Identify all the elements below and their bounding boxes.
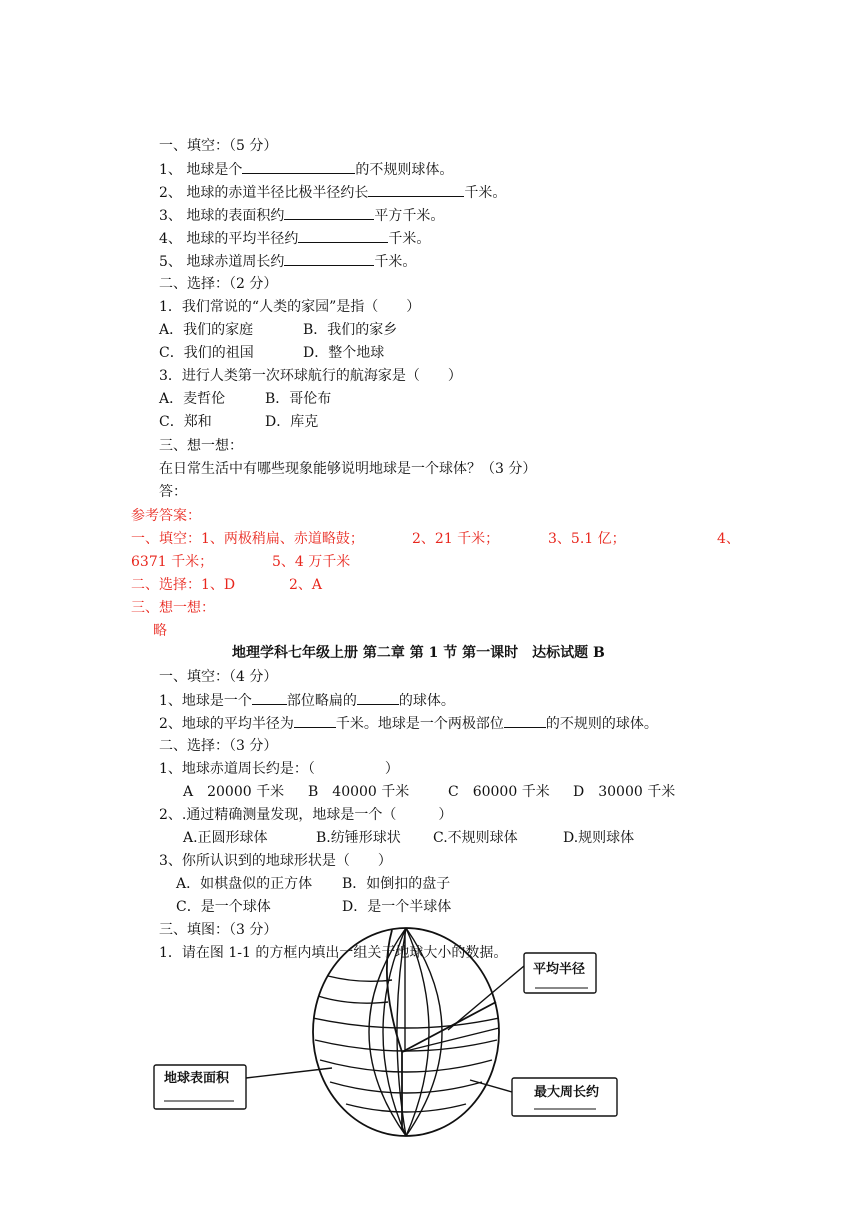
fill-question-3: 3、 地球的表面积约 平方千米。 [159,208,445,224]
fill-question-2: 2、 地球的赤道半径比极半径约长 千米。 [159,185,507,201]
section-think-heading: 三、想一想： [159,438,243,454]
map-question: 1．请在图 1-1 的方框内填出一组关于地球大小的数据。 [159,945,508,961]
answer-fill-3: 3、5.1 亿； [548,531,626,547]
answer-think-heading: 三、想一想： [131,600,215,616]
answer-key-title: 参考答案： [131,508,201,524]
choice-option: C.不规则球体 [433,830,518,846]
choice-option: A．我们的家庭 [159,322,254,338]
answer-fill-5: 5、4 万千米 [272,554,351,570]
choice-option: B.纺锤形球状 [316,830,401,846]
answer-blank[interactable] [294,714,336,728]
choice-option: C．是一个球体 [176,899,271,915]
answer-blank[interactable] [368,183,464,197]
choice-option: B．我们的家乡 [303,322,398,338]
choice-option: A．麦哲伦 [159,391,226,407]
answer-blank[interactable] [504,714,546,728]
label-box-circ [512,1078,617,1116]
choice-option: D 30000 千米 [573,784,676,800]
choice-question-3: 3．进行人类第一次环球航行的航海家是（ ） [159,368,462,384]
choice-option: C 60000 千米 [448,784,550,800]
answer-fill-1: 一、填空：1、两极稍扁、赤道略鼓； [131,531,364,547]
answer-blank[interactable] [357,691,399,705]
choice-option: B 40000 千米 [308,784,410,800]
leader-line-area [246,1068,332,1078]
fill-question-2: 2、地球的平均半径为 千米。地球是一个两极部位 的不规则的球体。 [159,716,658,732]
answer-blank[interactable] [298,229,388,243]
answer-fill-2: 2、21 千米； [412,531,500,547]
test-b-title: 地理学科七年级上册 第二章 第 1 节 第一课时 达标试题 B [232,645,605,661]
choice-question-1: 1．我们常说的“人类的家园”是指（ ） [159,299,421,315]
choice-option: B．哥伦布 [265,391,332,407]
choice-question-1: 1、地球赤道周长约是：（ ） [159,761,399,777]
choice-option: A 20000 千米 [183,784,285,800]
label-radius: 平均半径 [533,962,586,977]
fill-question-4: 4、 地球的平均半径约 千米。 [159,231,431,247]
choice-option: C．郑和 [159,414,212,430]
leader-line-circ [470,1080,512,1092]
answer-blank[interactable] [284,252,374,266]
answer-blank[interactable] [242,160,355,174]
answer-choice-1: 二、选择：1、D [131,577,236,593]
section-choice-heading: 二、选择：（3 分） [159,738,278,754]
section-map-heading: 三、填图：（3 分） [159,922,278,938]
choice-option: D．是一个半球体 [342,899,452,915]
leader-line-radius [448,966,524,1030]
label-box-radius [524,953,596,993]
section-fill-heading: 一、填空：（4 分） [159,669,278,685]
choice-question-2: 2、.通过精确测量发现，地球是一个（ ） [159,807,453,823]
choice-option: D．整个地球 [303,345,385,361]
section-fill-heading: 一、填空：（5 分） [159,138,278,154]
choice-option: A．如棋盘似的正方体 [176,876,313,892]
answer-fill-4-num: 4、 [717,531,740,547]
label-box-area [154,1065,246,1109]
choice-option: D．库克 [265,414,319,430]
label-area: 地球表面积 [164,1071,230,1086]
choice-option: C．我们的祖国 [159,345,254,361]
choice-option: D.规则球体 [563,830,635,846]
section-choice-heading: 二、选择：（2 分） [159,276,278,292]
fill-question-1: 1、地球是一个 部位略扁的 的球体。 [159,693,455,709]
answer-blank[interactable] [252,691,287,705]
answer-blank[interactable] [284,206,374,220]
choice-option: B．如倒扣的盘子 [342,876,451,892]
answer-prompt: 答： [159,484,187,500]
label-circ: 最大周长约 [534,1085,600,1100]
choice-option: A.正圆形球体 [183,830,268,846]
fill-question-5: 5、 地球赤道周长约 千米。 [159,254,417,270]
fill-question-1: 1、 地球是个 的不规则球体。 [159,162,454,178]
choice-question-3: 3、你所认识到的地球形状是（ ） [159,853,392,869]
think-question: 在日常生活中有哪些现象能够说明地球是一个球体？（3 分） [159,461,537,477]
answer-choice-2: 2、A [289,577,323,593]
answer-think: 略 [153,623,167,639]
answer-fill-4: 6371 千米； [131,554,214,570]
